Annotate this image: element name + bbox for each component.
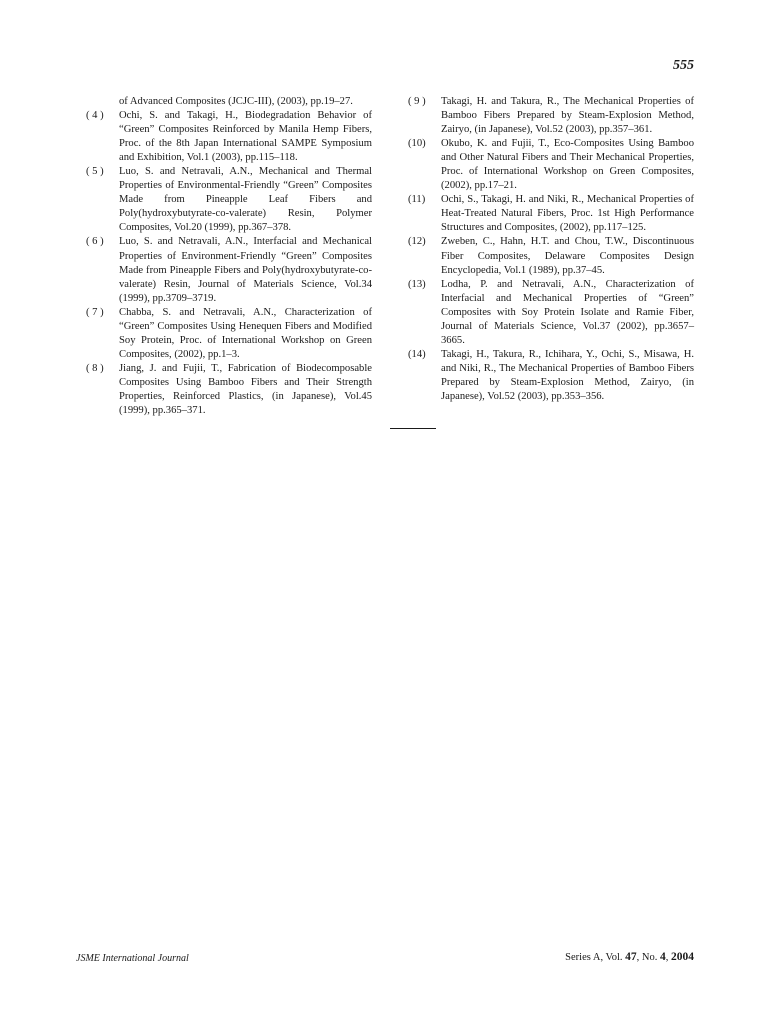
footer-year: 2004	[671, 951, 694, 963]
reference-number: (10)	[408, 138, 426, 150]
page-number: 555	[673, 58, 694, 73]
reference-item	[86, 306, 372, 362]
reference-item	[408, 348, 694, 404]
reference-number: ( 8 )	[86, 362, 104, 374]
reference-number: (11)	[408, 194, 426, 206]
reference-item	[408, 278, 694, 348]
footer-journal-name: JSME International Journal	[76, 953, 189, 964]
reference-item	[408, 193, 694, 235]
footer-series-prefix: Series A, Vol.	[565, 952, 623, 963]
reference-number: (12)	[408, 236, 426, 248]
reference-number: ( 9 )	[408, 96, 426, 107]
reference-item	[408, 95, 694, 137]
reference-text: Luo, S. and Netravali, A.N., Mechanical and Thermal Properties of Environmental-Friendly “Green” Composites Made from Pineapple Leaf Fibers and Poly(hydroxybutyrate-co-valerate) Resin, Polymer Composites, Vol.20 (1999), pp.367–378.	[119, 166, 372, 234]
reference-text: Zweben, C., Hahn, H.T. and Chou, T.W., Discontinuous Fiber Composites, Delaware Composites Design Encyclopedia, Vol.1 (1989), pp.37–45.	[441, 236, 694, 276]
reference-continuation: of Advanced Composites (JCJC-III), (2003), pp.19–27.	[119, 96, 353, 107]
reference-item	[408, 137, 694, 193]
reference-text: Okubo, K. and Fujii, T., Eco-Composites Using Bamboo and Other Natural Fibers and Their Mechanical Properties, Proc. of International Workshop on Green Composites, (2002), pp.17–21.	[441, 138, 694, 192]
reference-number: ( 5 )	[86, 166, 104, 178]
reference-number: ( 4 )	[86, 110, 104, 122]
reference-number: ( 7 )	[86, 306, 104, 318]
reference-text: Ochi, S. and Takagi, H., Biodegradation Behavior of “Green” Composites Reinforced by Manila Hemp Fibers, Proc. of the 8th Japan International SAMPE Symposium and Exhibition, Vol.1 (2003), pp.115–118.	[119, 110, 372, 164]
reference-text: Chabba, S. and Netravali, A.N., Characterization of “Green” Composites Using Henequen Fibers and Modified Soy Protein, Proc. of International Workshop on Green Composites, (2002), pp.1–3.	[119, 306, 372, 360]
references-column-right	[408, 95, 694, 404]
reference-item	[86, 362, 372, 418]
reference-number: (14)	[408, 348, 426, 360]
reference-item	[86, 165, 372, 235]
references-column-left	[86, 95, 372, 418]
footer-volume: 47	[625, 951, 637, 963]
reference-item	[86, 109, 372, 165]
footer-issue-info: Series A, Vol. 47, No. 4, 2004	[565, 951, 694, 963]
reference-text: Lodha, P. and Netravali, A.N., Characterization of Interfacial and Mechanical Properties of “Green” Composites with Soy Protein Isolate and Ramie Fiber, Journal of Materials Science, Vol.37 (2002), pp.3657–3665.	[441, 278, 694, 346]
reference-text: Ochi, S., Takagi, H. and Niki, R., Mechanical Properties of Heat-Treated Natural Fibers, Proc. 1st High Performance Structures and Composites, (2002), pp.117–125.	[441, 194, 694, 234]
reference-text: Takagi, H., Takura, R., Ichihara, Y., Ochi, S., Misawa, H. and Niki, R., The Mechanical Properties of Bamboo Fibers Prepared by Steam-Explosion Method, Zairyo, (in Japanese), Vol.52 (2003), pp.353–356.	[441, 348, 694, 402]
reference-text: Takagi, H. and Takura, R., The Mechanical Properties of Bamboo Fibers Prepared by Steam-Explosion Method, Zairyo, (in Japanese), Vol.52 (2003), pp.357–361.	[441, 96, 694, 136]
reference-item	[408, 235, 694, 277]
end-of-article-rule	[390, 428, 436, 429]
reference-text: Jiang, J. and Fujii, T., Fabrication of Biodecomposable Composites Using Bamboo Fibers and Their Strength Properties, Reinforced Plastics, (in Japanese), Vol.45 (1999), pp.365–371.	[119, 362, 372, 417]
reference-text: Luo, S. and Netravali, A.N., Interfacial and Mechanical Properties of Environment-Friendly “Green” Composites Made from Pineapple Fibers and Poly(hydroxybutyrate-co-valerate) Resin, Journal of Materials Science, Vol.34 (1999), pp.3709–3719.	[119, 236, 372, 304]
reference-number: ( 6 )	[86, 236, 104, 248]
reference-number: (13)	[408, 278, 426, 290]
footer-no-prefix: , No.	[636, 952, 658, 963]
footer-issue: 4	[660, 951, 666, 963]
reference-item	[86, 235, 372, 305]
